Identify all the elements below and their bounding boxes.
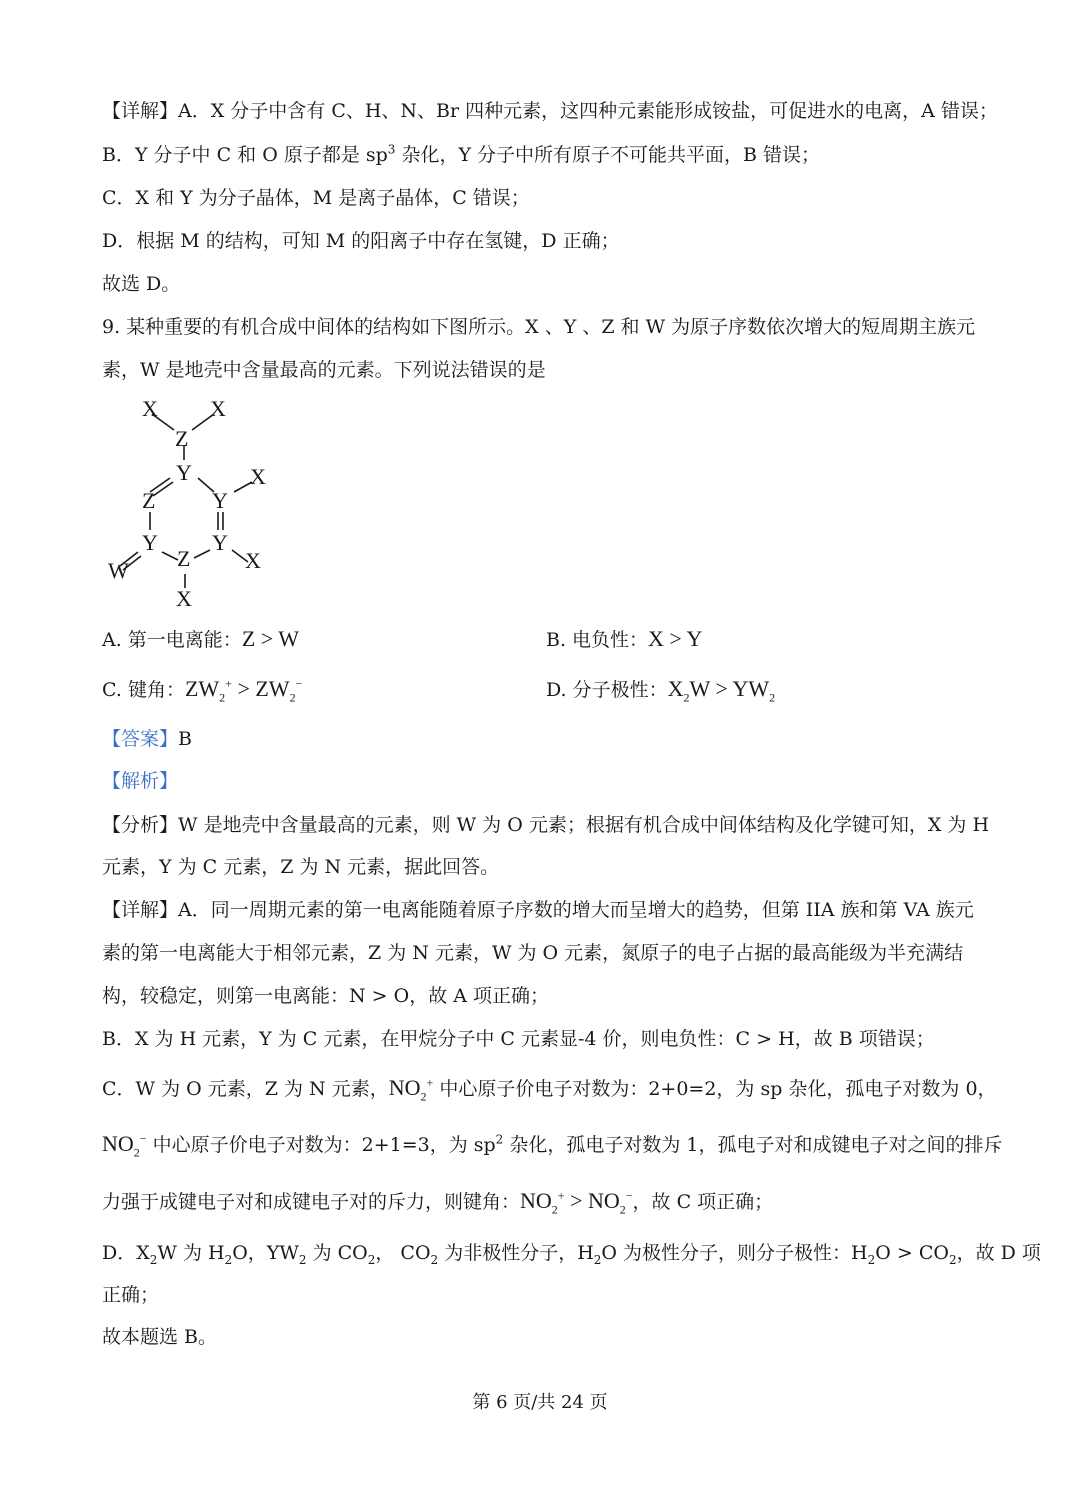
- option-a-expr: Z > W: [241, 626, 300, 651]
- atom-x2: X: [210, 396, 226, 421]
- atom-x3: X: [250, 464, 266, 489]
- detail-a-line-1: 【详解】A．同一周期元素的第一电离能随着原子序数的增大而呈增大的趋势，但第 IIA 族和第 VA 族元: [102, 899, 974, 921]
- option-b-expr: X > Y: [648, 626, 703, 651]
- atom-x4: X: [176, 586, 192, 611]
- bond-ybl-zbottom: [162, 552, 178, 560]
- q8-detail-d: D．根据 M 的结构，可知 M 的阳离子中存在氢键，D 正确；: [102, 230, 620, 252]
- atom-z-top: Z: [175, 426, 189, 451]
- option-b: [546, 626, 702, 653]
- answer-line: [102, 726, 192, 752]
- final-choice: 故本题选 B。: [102, 1326, 218, 1348]
- no2-plus: $NO_2^+$: [388, 1075, 434, 1104]
- detail-b: B．X 为 H 元素，Y 为 C 元素，在甲烷分子中 C 元素显-4 价，则电负性：C > H，故 B 项错误；: [102, 1028, 935, 1050]
- no2-minus: $NO_2^-$: [102, 1131, 147, 1160]
- q8-b-text-2: 杂化，Y 分子中所有原子不可能共平面，B 错误；: [395, 144, 821, 166]
- option-a: [102, 626, 299, 653]
- page-footer: 第 6 页/共 24 页: [472, 1392, 608, 1413]
- atom-y-top: Y: [176, 460, 192, 485]
- atom-x1: X: [142, 396, 158, 421]
- atom-y-right: Y: [212, 488, 228, 513]
- q8-b-text-1: B．Y 分子中 C 和 O 原子都是 sp: [102, 144, 388, 166]
- q9-stem-line-2: 素，W 是地壳中含量最高的元素。下列说法错误的是: [102, 359, 546, 381]
- answer-label: 【答案】: [102, 728, 179, 750]
- detail-a-line-2: 素的第一电离能大于相邻元素，Z 为 N 元素，W 为 O 元素，氮原子的电子占据的最高能级为半充满结: [102, 942, 964, 964]
- atom-z-left: Z: [142, 488, 156, 513]
- q9-stem-line-1: 9. 某种重要的有机合成中间体的结构如下图所示。X 、Y 、Z 和 W 为原子序数依次增大的短周期主族元: [102, 316, 976, 338]
- option-c-label: C. 键角：: [102, 679, 185, 701]
- atom-x5: X: [245, 548, 261, 573]
- option-d-label: D. 分子极性：: [546, 679, 668, 701]
- fenxi-line-1: 【分析】W 是地壳中含量最高的元素，则 W 为 O 元素；根据有机合成中间体结构及化学键可知，X 为 H: [102, 814, 990, 836]
- detail-a-line-3: 构，较稳定，则第一电离能：N > O，故 A 项正确；: [102, 985, 550, 1007]
- detail-c-line-1: C．W 为 O 元素，Z 为 N 元素，$NO_2^+$ 中心原子价电子对数为：2+0=2，为 sp 杂化，孤电子对数为 0，: [102, 1075, 997, 1104]
- detail-d-line-1: D．$X_2W$ 为 $H_2O$，$YW_2$ 为 $CO_2$， $CO_2$ 为非极性分子，$H_2O$ 为极性分子，则分子极性：$H_2O > CO_2$，故 D 项: [102, 1242, 1041, 1267]
- q8-choose: 故选 D。: [102, 273, 181, 295]
- atom-y-bottom-left: Y: [142, 530, 158, 555]
- answer-value: B: [178, 728, 192, 750]
- option-a-label: A. 第一电离能：: [102, 629, 242, 651]
- option-c-expr: $ZW_2^+ > ZW_2^-$: [184, 676, 303, 705]
- analysis-label: 【解析】: [102, 770, 179, 792]
- option-d-expr: $X_2W > YW_2$: [667, 676, 776, 705]
- fenxi-line-2: 元素，Y 为 C 元素，Z 为 N 元素，据此回答。: [102, 856, 500, 878]
- molecular-structure-diagram: [100, 392, 290, 614]
- atom-z-bottom: Z: [177, 546, 191, 571]
- atom-w: W: [108, 558, 129, 583]
- bond-zbottom-ybr: [194, 550, 210, 558]
- option-b-label: B. 电负性：: [546, 629, 649, 651]
- option-d: [546, 676, 775, 703]
- detail-c-line-3: 力强于成键电子对和成键电子对的斥力，则键角：$NO_2^+ > NO_2^-$，故 C 项正确；: [102, 1188, 774, 1217]
- q8-b-sup: 3: [387, 142, 396, 157]
- option-c: [102, 676, 302, 703]
- detail-c-line-2: $NO_2^-$ 中心原子价电子对数为：2+1=3，为 $sp^2$ 杂化，孤电子对数为 1，孤电子对和成键电子对之间的排斥: [102, 1131, 1003, 1160]
- bond-angle-compare: $NO_2^+ > NO_2^-$: [520, 1188, 633, 1217]
- atom-y-bottom-right: Y: [212, 530, 228, 555]
- double-bond-y-z-b: [153, 482, 173, 496]
- detail-d-line-2: 正确；: [102, 1284, 160, 1306]
- q8-detail-c: C．X 和 Y 为分子晶体，M 是离子晶体，C 错误；: [102, 187, 530, 209]
- q8-detail-a: 【详解】A．X 分子中含有 C、H、N、Br 四种元素，这四种元素能形成铵盐，可促进水的电离，A 错误；: [102, 100, 998, 122]
- q8-detail-b: [102, 142, 820, 168]
